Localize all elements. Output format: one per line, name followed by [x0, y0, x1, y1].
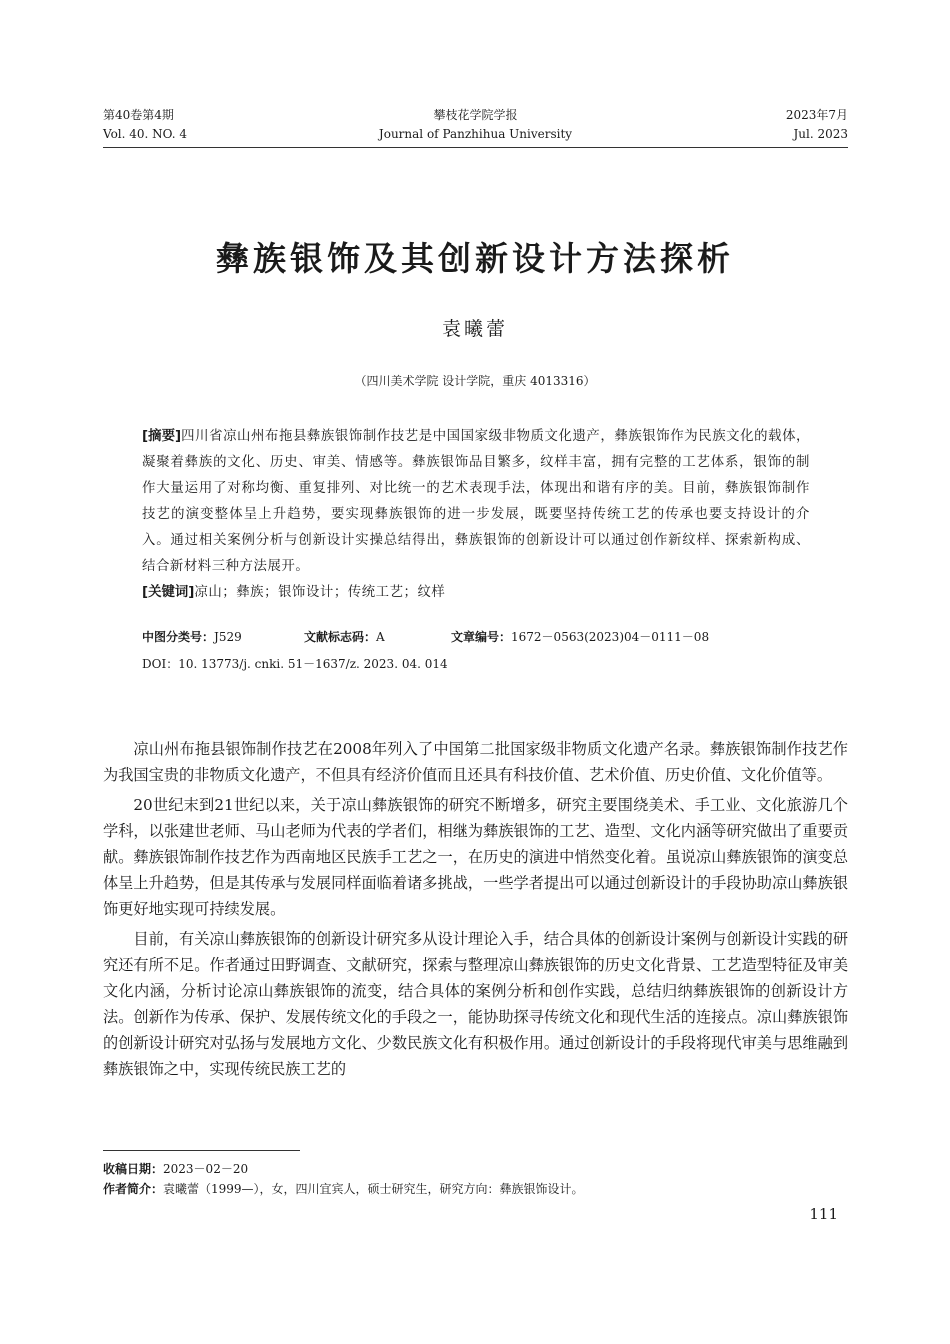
author-bio-footnote	[103, 1180, 584, 1197]
clc-value: J529	[214, 630, 242, 644]
clc-label: 中图分类号：	[142, 630, 215, 644]
keywords-text: 凉山；彝族；银饰设计；传统工艺；纹样	[194, 585, 446, 600]
abstract-label: [摘要]	[142, 429, 182, 444]
header-date-en: Jul. 2023	[793, 127, 848, 141]
header-journal	[103, 106, 848, 144]
author-affiliation: （四川美术学院 设计学院，重庆 4013316）	[354, 374, 596, 388]
body-paragraph-1: 凉山州布拖县银饰制作技艺在2008年列入了中国第二批国家级非物质文化遗产名录。彝族银饰制作技艺作为我国宝贵的非物质文化遗产，不但具有经济价值而且还具有科技价值、艺术价值、历史价值、文化价值等。	[103, 740, 848, 784]
footnote-divider	[103, 1150, 300, 1151]
article-number-field	[451, 628, 709, 645]
doc-code-field	[304, 628, 385, 645]
keywords-label: [关键词]	[142, 585, 195, 600]
body-paragraph-3: 目前，有关凉山彝族银饰的创新设计研究多从设计理论入手，结合具体的创新设计案例与创新设计实践的研究还有所不足。作者通过田野调查、文献研究，探索与整理凉山彝族银饰的历史文化背景、工艺造型特征及审美文化内涵，分析讨论凉山彝族银饰的流变，结合具体的案例分析和创作实践，总结归纳彝族银饰的创新设计方法。创新作为传承、保护、发展传统文化的手段之一，能协助探寻传统文化和现代生活的连接点。凉山彝族银饰的创新设计研究对弘扬与发展地方文化、少数民族文化有积极作用。通过创新设计的手段将现代审美与思维融到彝族银饰之中，实现传统民族工艺的	[103, 930, 848, 1078]
received-label: 收稿日期：	[103, 1162, 164, 1176]
bio-value: 袁曦蕾（1999—），女，四川宜宾人，硕士研究生，研究方向：彝族银饰设计。	[163, 1182, 584, 1196]
header-journal-en: Journal of Panzhihua University	[378, 127, 573, 141]
doi-line: DOI：10. 13773/j. cnki. 51－1637/z. 2023. 04. 014	[142, 657, 448, 671]
doc-code-value: A	[376, 630, 385, 644]
clc-field	[142, 628, 242, 645]
header-divider	[103, 147, 848, 148]
header-journal-cn: 攀枝花学院学报	[433, 108, 518, 122]
body-text	[103, 736, 848, 1086]
article-number-label: 文章编号：	[451, 630, 512, 644]
header-volume-cn: 第40卷第4期	[103, 108, 174, 122]
keywords-line	[142, 580, 810, 606]
bio-label: 作者简介：	[103, 1182, 164, 1196]
article-author: 袁曦蕾	[441, 318, 508, 340]
header-volume-en: Vol. 40. NO. 4	[103, 127, 188, 141]
abstract-text: 四川省凉山州布拖县彝族银饰制作技艺是中国国家级非物质文化遗产，彝族银饰作为民族文化的载体，凝聚着彝族的文化、历史、审美、情感等。彝族银饰品目繁多，纹样丰富，拥有完整的工艺体系，银饰的制作大量运用了对称均衡、重复排列、对比统一的艺术表现手法，体现出和谐有序的美。目前，彝族银饰制作技艺的演变整体呈上升趋势，要实现彝族银饰的进一步发展，既要坚持传统工艺的传承也要支持设计的介入。通过相关案例分析与创新设计实操总结得出，彝族银饰的创新设计可以通过创作新纹样、探索新构成、结合新材料三种方法展开。	[142, 429, 810, 574]
page-number: 111	[809, 1205, 838, 1223]
body-paragraph-2: 20世纪末到21世纪以来，关于凉山彝族银饰的研究不断增多，研究主要围绕美术、手工业、文化旅游几个学科，以张建世老师、马山老师为代表的学者们，相继为彝族银饰的工艺、造型、文化内涵等研究做出了重要贡献。彝族银饰制作技艺作为西南地区民族手工艺之一，在历史的演进中悄然变化着。虽说凉山彝族银饰的演变总体呈上升趋势，但是其传承与发展同样面临着诸多挑战，一些学者提出可以通过创新设计的手段协助凉山彝族银饰更好地实现可持续发展。	[103, 796, 848, 918]
doc-code-label: 文献标志码：	[304, 630, 377, 644]
article-title: 彝族银饰及其创新设计方法探析	[216, 239, 734, 278]
abstract-block	[142, 424, 810, 606]
article-number-value: 1672－0563(2023)04－0111－08	[511, 630, 710, 644]
abstract-paragraph	[142, 424, 810, 580]
header-date-cn: 2023年7月	[785, 108, 848, 122]
header-date	[786, 106, 848, 144]
received-date-footnote	[103, 1160, 248, 1177]
received-value: 2023－02－20	[163, 1162, 249, 1176]
